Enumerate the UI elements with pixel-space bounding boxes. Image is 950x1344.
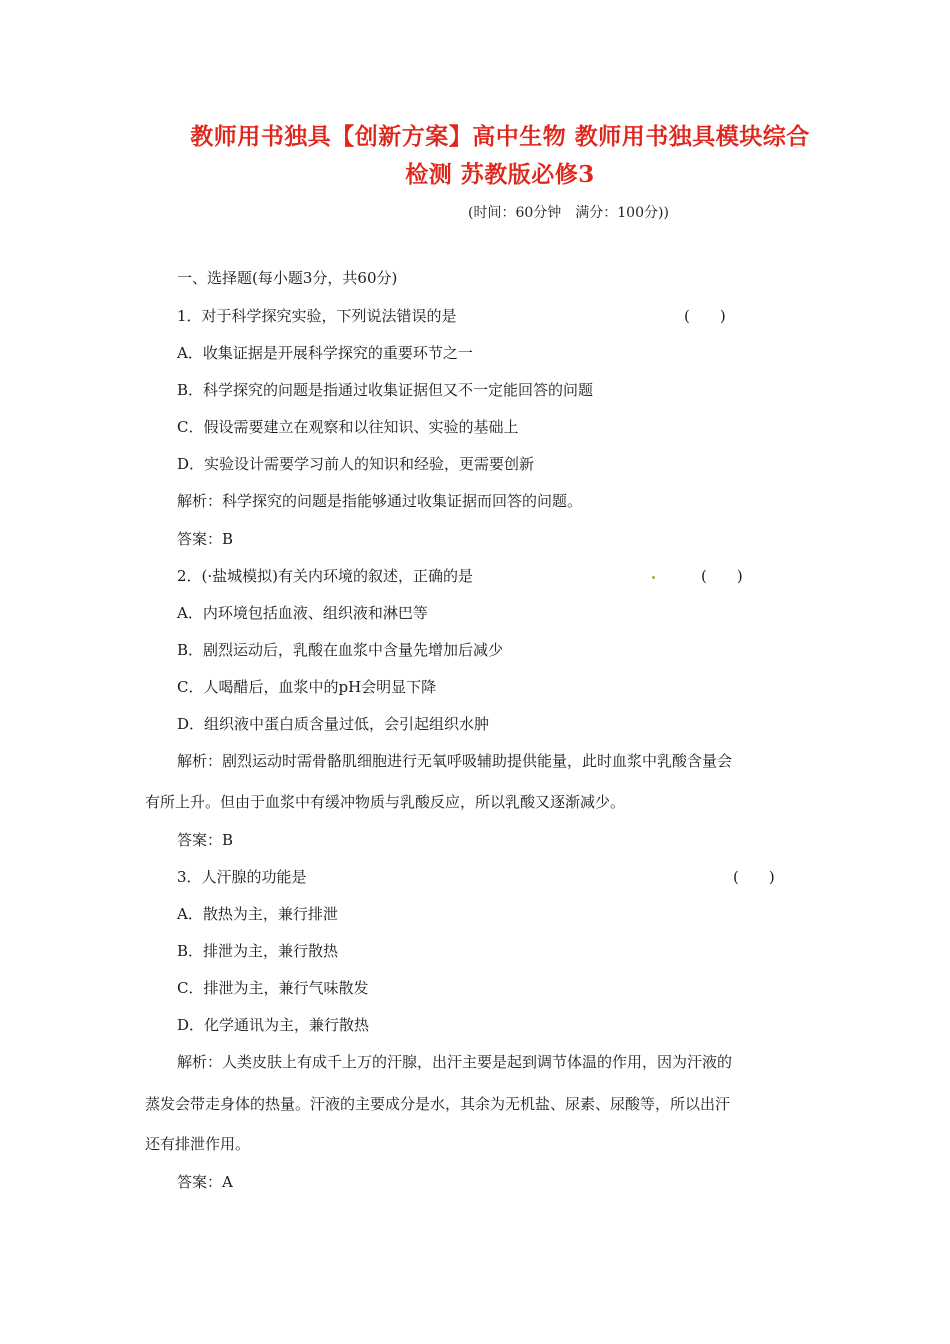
answer-blank: ( ) [701,567,743,585]
question-stem: 3．人汗腺的功能是 [177,868,307,886]
analysis: 解析：人类皮肤上有成千上万的汗腺，出汗主要是起到调节体温的作用，因为汗液的 [177,1053,733,1071]
option: A．散热为主，兼行排泄 [177,905,338,923]
option: A．收集证据是开展科学探究的重要环节之一 [177,344,473,362]
analysis: 解析：剧烈运动时需骨骼肌细胞进行无氧呼吸辅助提供能量，此时血浆中乳酸含量会 [177,752,733,770]
analysis: 还有排泄作用。 [145,1135,251,1153]
exam-meta: (时间：60分钟 满分：100分)) [468,205,669,221]
option: C．人喝醋后，血浆中的pH会明显下降 [177,678,437,696]
option: D．实验设计需要学习前人的知识和经验，更需要创新 [177,455,535,473]
question-stem: 1．对于科学探究实验，下列说法错误的是 [177,307,457,325]
option: D．化学通讯为主，兼行散热 [177,1016,370,1034]
analysis: 有所上升。但由于血浆中有缓冲物质与乳酸反应，所以乳酸又逐渐减少。 [145,793,626,811]
option: B．剧烈运动后，乳酸在血浆中含量先增加后减少 [177,641,504,659]
option: A．内环境包括血液、组织液和淋巴等 [177,604,428,622]
analysis: 解析：科学探究的问题是指能够通过收集证据而回答的问题。 [177,492,583,510]
document-title: 教师用书独具【创新方案】高中生物 教师用书独具模块综合检测 苏教版必修3 [190,123,810,188]
option: C．假设需要建立在观察和以往知识、实验的基础上 [177,418,519,436]
analysis: 蒸发会带走身体的热量。汗液的主要成分是水，其余为无机盐、尿素、尿酸等，所以出汗 [145,1095,731,1113]
answer: 答案：B [177,530,234,548]
option: B．科学探究的问题是指通过收集证据但又不一定能回答的问题 [177,381,594,399]
stray-dot [652,576,655,579]
answer: 答案：A [177,1173,233,1191]
option: B．排泄为主，兼行散热 [177,942,339,960]
answer: 答案：B [177,831,234,849]
answer-blank: ( ) [733,868,775,886]
option: C．排泄为主，兼行气味散发 [177,979,369,997]
option: D．组织液中蛋白质含量过低，会引起组织水肿 [177,715,490,733]
section-heading: 一、选择题(每小题3分，共60分) [177,269,398,287]
answer-blank: ( ) [684,307,726,325]
question-stem: 2．(·盐城模拟)有关内环境的叙述，正确的是 [177,567,474,585]
